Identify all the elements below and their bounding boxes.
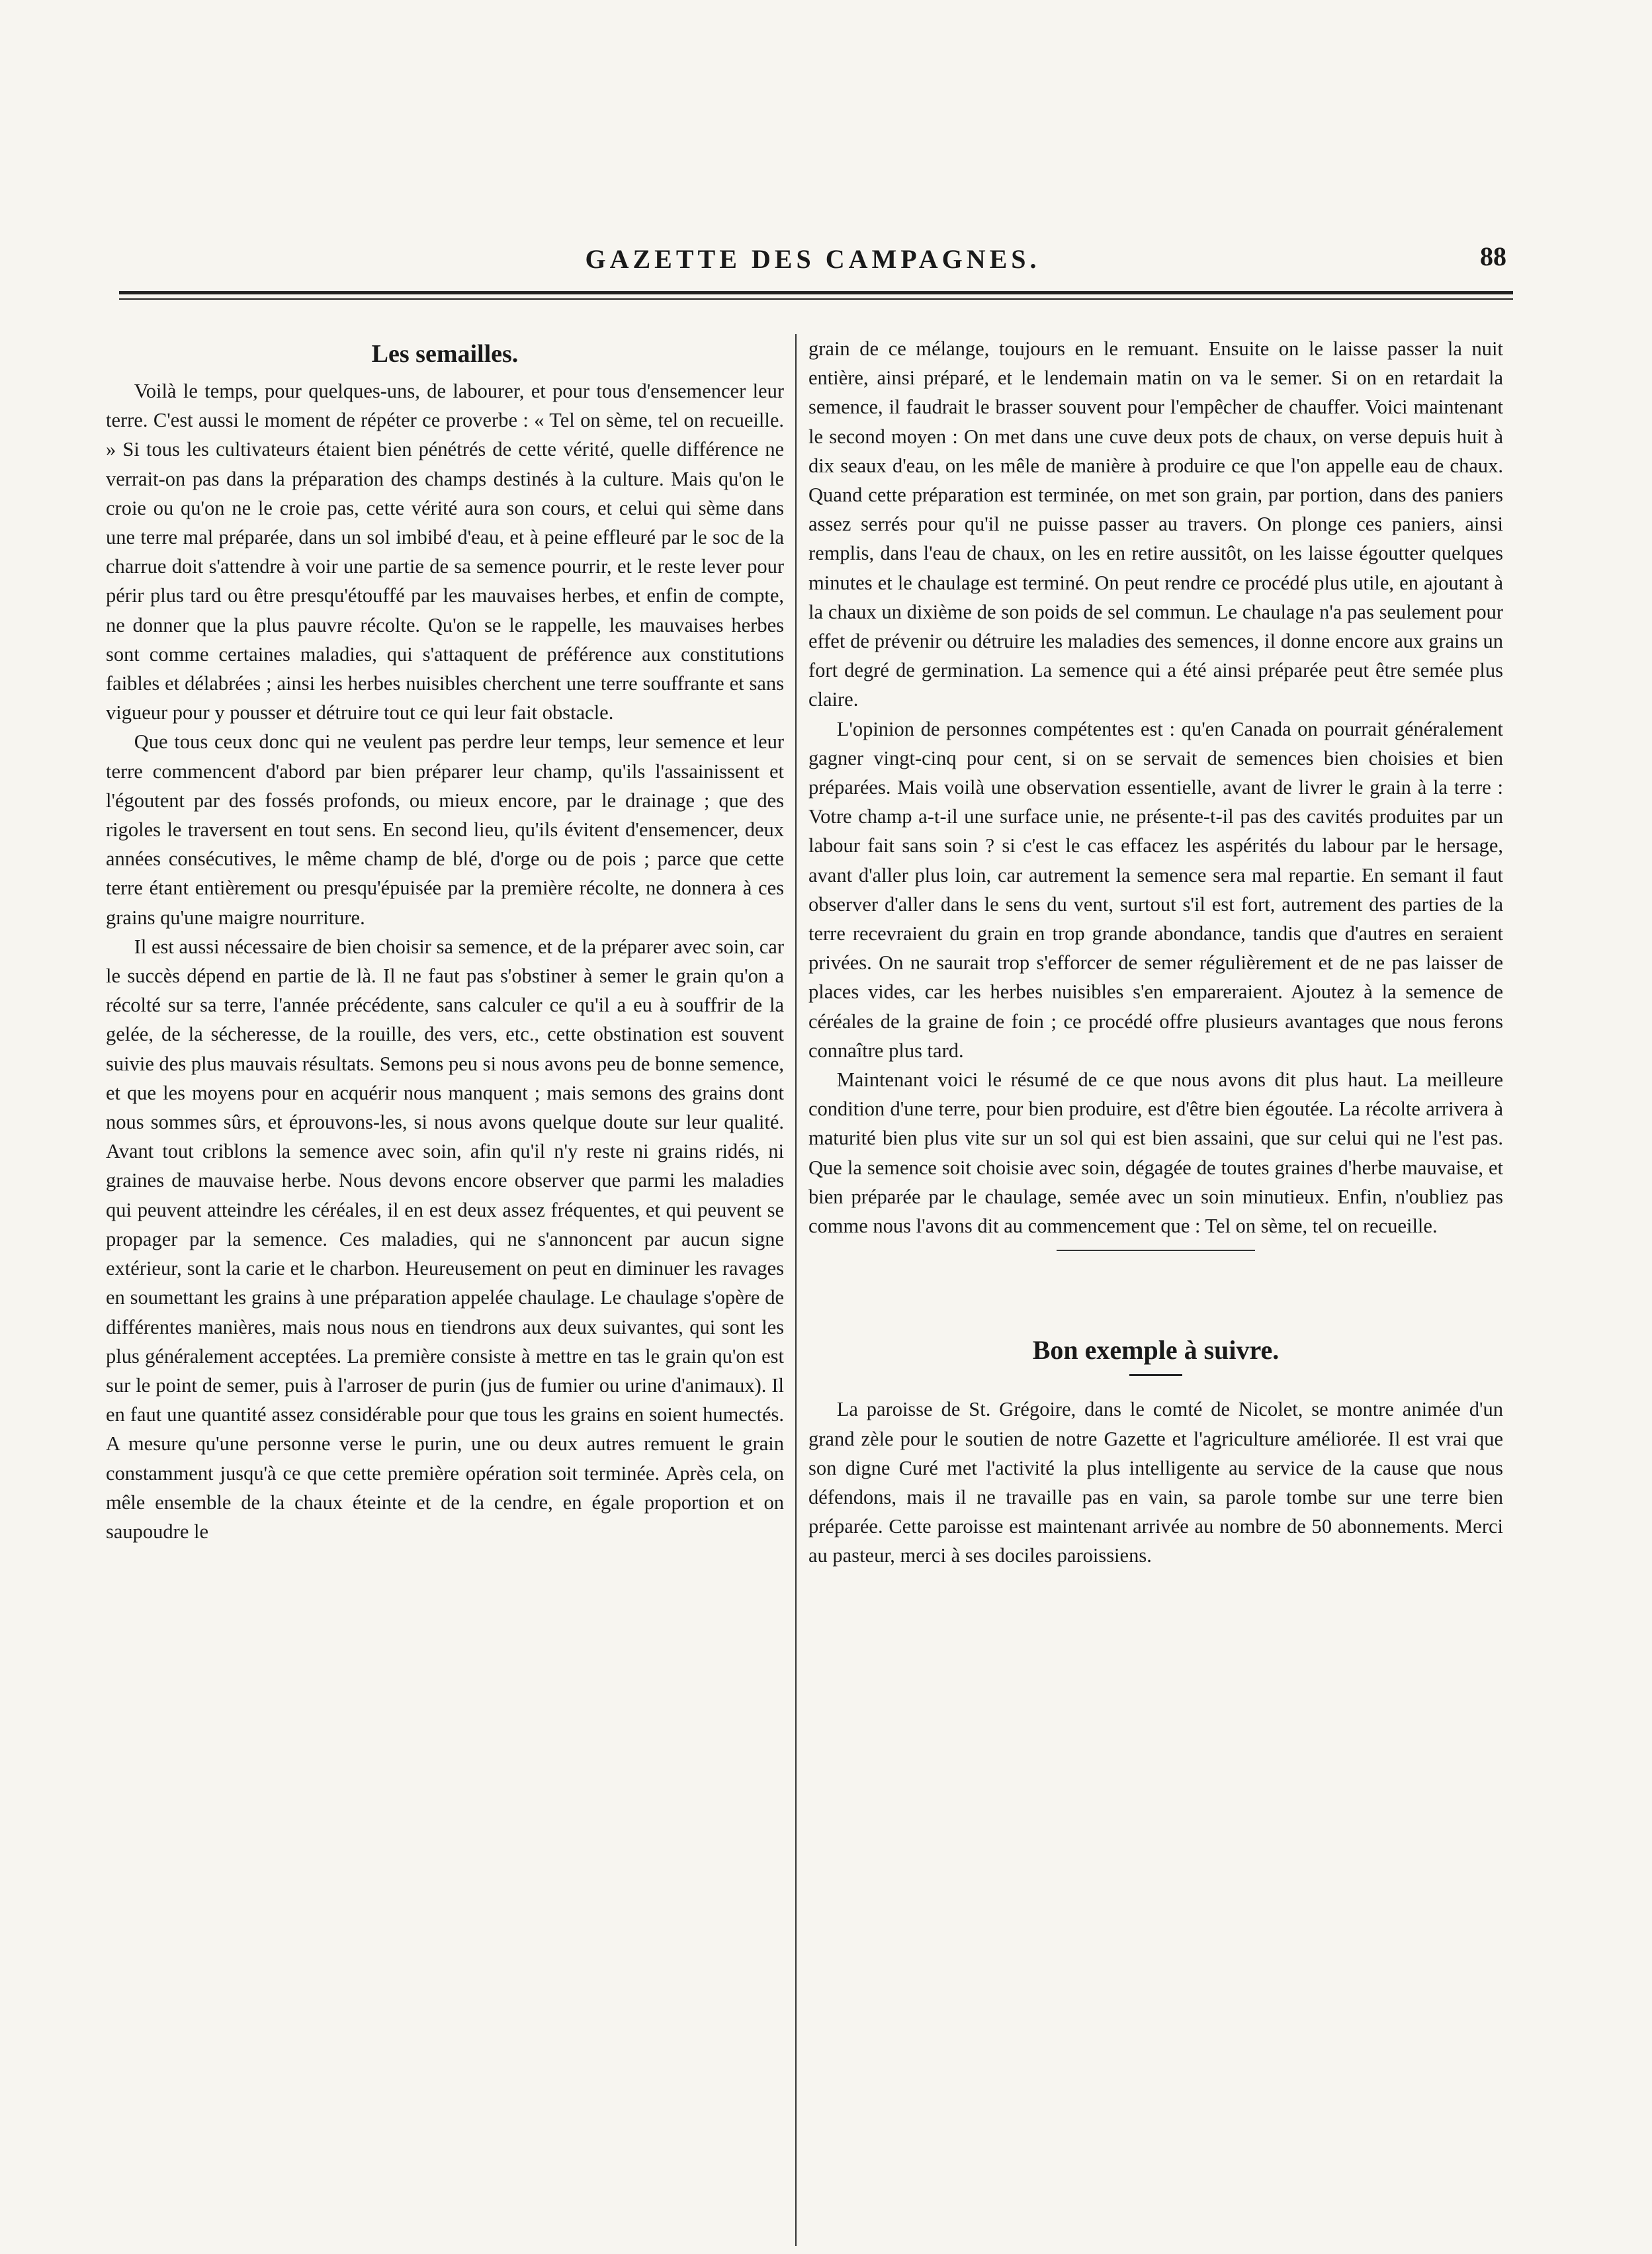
article-paragraph: Que tous ceux donc qui ne veulent pas perdre leur temps, leur semence et leur terre commencent d'abord par bien préparer leur champ, qu'ils l'assainissent et l'égoutent par des fossés profonds, ou mieux encore, par le drainage ; que des rigoles le traversent en tout sens. En second lieu, qu'ils évitent d'ensemencer, deux années consécutives, le même champ de blé, d'orge ou de pois ; parce que cette terre étant entièrement ou presqu'épuisée par la première récolte, ne donnera à ces grains qu'une maigre nourriture.: [106, 730, 784, 929]
article-title: Bon exemple à suivre.: [1032, 1335, 1280, 1365]
running-title: GAZETTE DES CAMPAGNES.: [585, 244, 1041, 274]
article-paragraph: L'opinion de personnes compétentes est : qu'en Canada on pourrait généralement gagner vingt-cinq pour cent, si on se servait de semences bien choisies et bien préparées. Mais voilà une observation essentielle, avant de livrer le grain à la terre : Votre champ a-t-il une surface unie, ne présente-t-il pas des cavités produites par un labour fait sans soin ? si c'est le cas effacez les aspérités du labour par le hersage, avant d'aller plus loin, car autrement la semence sera mal repartie. En semant il faut observer d'aller dans le sens du vent, surtout s'il est fort, autrement des parties de la terre recevraient du grain en trop grande abondance, tandis que d'autres en seraient privées. On ne saurait trop s'efforcer de semer régulièrement et de ne pas laisser de places vides, car les herbes nuisibles s'en empareraient. Ajoutez à la semence de céréales de la graine de foin ; ce procédé offre plusieurs avantages que nous ferons connaître plus tard.: [808, 717, 1503, 1062]
page-header: [119, 228, 1506, 275]
left-column: [106, 334, 784, 1546]
page-number: 88: [1480, 241, 1506, 271]
article-paragraph: grain de ce mélange, toujours en le remuant. Ensuite on le laisse passer la nuit entière, ainsi préparé, et le lendemain matin on va le semer. Si on en retardait la semence, il faudrait le brasser souvent pour l'empêcher de chauffer. Voici maintenant le second moyen : On met dans une cuve deux pots de chaux, on verse depuis huit à dix seaux d'eau, on les mêle de manière à produire ce que l'on appelle eau de chaux. Quand cette préparation est terminée, on met son grain, par portion, dans des paniers assez serrés pour qu'il ne puisse passer au travers. On plonge ces paniers, ainsi remplis, dans l'eau de chaux, on les en retire aussitôt, on les laisse égoutter quelques minutes et le chaulage est terminé. On peut rendre ce procédé plus utile, en ajoutant à la chaux un dixième de son poids de sel commun. Le chaulage n'a pas seulement pour effet de prévenir ou détruire les maladies des semences, il donne encore aux grains un fort degré de germination. La semence qui a été ainsi préparée peut être semée plus claire.: [808, 337, 1503, 711]
column-divider: [795, 334, 797, 2246]
title-separator: [1129, 1374, 1182, 1376]
article-paragraph: Maintenant voici le résumé de ce que nous avons dit plus haut. La meilleure condition d'une terre, pour bien produire, est d'être bien égoutée. La récolte arrivera à maturité bien plus vite sur un sol qui est bien assaini, que sur celui qui ne l'est pas. Que la semence soit choisie avec soin, dégagée de toutes graines d'herbe mauvaise, et bien préparée par le chaulage, semée avec un soin minutieux. Enfin, n'oubliez pas comme nous l'avons dit au commencement que : Tel on sème, tel on recueille.: [808, 1068, 1503, 1238]
article-end-rule: [1057, 1250, 1255, 1251]
right-column: [808, 334, 1503, 1571]
article-paragraph: Il est aussi nécessaire de bien choisir sa semence, et de la préparer avec soin, car le succès dépend en partie de là. Il ne faut pas s'obstiner à semer le grain qu'on a récolté sur sa terre, l'année précédente, sans calculer ce qu'il a eu à souffrir de la gelée, de la sécheresse, de la rouille, des vers, etc., cette obstination est souvent suivie des plus mauvais résultats. Semons peu si nous avons peu de bonne semence, et que les moyens pour en acquérir nous manquent ; mais semons des grains dont nous sommes sûrs, et éprouvons-les, si nous avons quelque doute sur leur qualité. Avant tout criblons la semence avec soin, afin qu'il n'y reste ni grains ridés, ni graines de mauvaise herbe. Nous devons encore observer que parmi les maladies qui peuvent atteindre les céréales, il en est deux assez fréquentes, et qui peuvent se propager par la semence. Ces maladies, qui ne s'annoncent par aucun signe extérieur, sont la carie et le charbon. Heureusement on peut en diminuer les ravages en soumettant les grains à une préparation appelée chaulage. Le chaulage s'opère de différentes manières, mais nous nous en tiendrons aux deux suivantes, qui sont les plus généralement acceptées. La première consiste à mettre en tas le grain qu'on est sur le point de semer, puis à l'arroser de purin (jus de fumier ou urine d'animaux). Il en faut une quantité assez considérable pour que tous les grains en soient humectés. A mesure qu'une personne verse le purin, une ou deux autres remuent le grain constamment jusqu'à ce que cette première opération soit terminée. Après cela, on mêle ensemble de la chaux éteinte et de la cendre, en égale proportion et on saupoudre le: [106, 935, 784, 1543]
article-paragraph: Voilà le temps, pour quelques-uns, de labourer, et pour tous d'ensemencer leur terre. C'est aussi le moment de répéter ce proverbe : « Tel on sème, tel on recueille. » Si tous les cultivateurs étaient bien pénétrés de cette vérité, quelle différence ne verrait-on pas dans la préparation des champs destinés à la culture. Mais qu'on le croie ou qu'on ne le croie pas, cette vérité aura son cours, et celui qui sème dans une terre mal préparée, dans un sol imbibé d'eau, et à peine effleuré par le soc de la charrue doit s'attendre à voir une partie de sa semence pourrir, et le reste lever pour périr plus tard ou être presqu'étouffé par les mauvaises herbes, et enfin de compte, ne donner que la plus pauvre récolte. Qu'on se le rappelle, les mauvaises herbes sont comme certaines maladies, qui s'attaquent de préférence aux constitutions faibles et délabrées ; ainsi les herbes nuisibles cherchent une terre souffrante et sans vigueur pour y pousser et détruire tout ce qui leur fait obstacle.: [106, 380, 784, 724]
article-title: Les semailles.: [371, 340, 519, 368]
article-paragraph: La paroisse de St. Grégoire, dans le comté de Nicolet, se montre animée d'un grand zèle pour le soutien de notre Gazette et l'agriculture améliorée. Il est vrai que son digne Curé met l'activité la plus intelligente au service de la cause que nous défendons, mais il ne travaille pas en vain, sa parole tombe sur une terre bien préparée. Cette paroisse est maintenant arrivée au nombre de 50 abonnements. Merci au pasteur, merci à ses dociles paroissiens.: [808, 1398, 1503, 1567]
header-rule: [119, 291, 1513, 300]
